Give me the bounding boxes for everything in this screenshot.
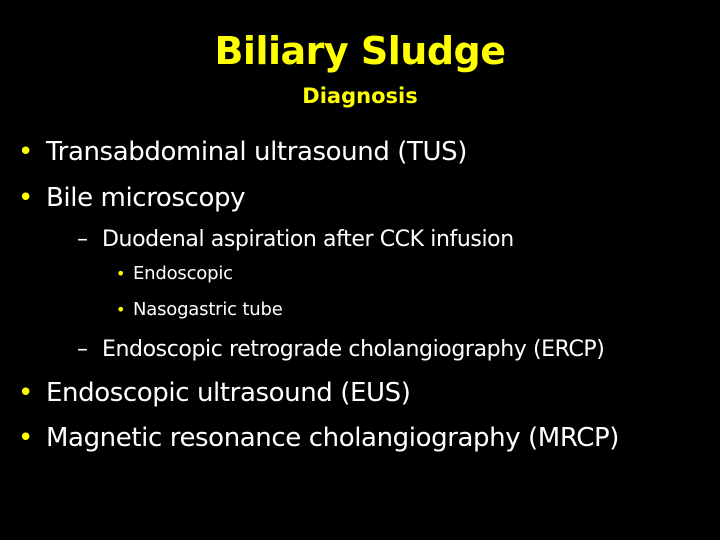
list-item-mrcp: Magnetic resonance cholangiography (MRCP) — [46, 423, 619, 453]
bullet-icon: • — [18, 137, 34, 167]
list-item-duodenal-aspiration: Duodenal aspiration after CCK infusion — [102, 227, 514, 252]
bullet-icon: • — [18, 183, 34, 213]
dash-icon: – — [77, 227, 88, 252]
list-item-eus: Endoscopic ultrasound (EUS) — [46, 378, 411, 408]
bullet-icon: • — [116, 264, 126, 283]
bullet-icon: • — [18, 378, 34, 408]
slide-title: Biliary Sludge — [214, 29, 506, 73]
bullet-icon: • — [18, 423, 34, 453]
bullet-icon: • — [116, 300, 126, 319]
slide-subtitle: Diagnosis — [302, 84, 418, 108]
list-item-ercp: Endoscopic retrograde cholangiography (ERCP) — [102, 337, 605, 362]
list-item-nasogastric-tube: Nasogastric tube — [133, 299, 283, 320]
list-item-bile-microscopy: Bile microscopy — [46, 183, 246, 213]
dash-icon: – — [77, 337, 88, 362]
list-item-endoscopic: Endoscopic — [133, 263, 233, 284]
list-item-tus: Transabdominal ultrasound (TUS) — [46, 137, 468, 167]
